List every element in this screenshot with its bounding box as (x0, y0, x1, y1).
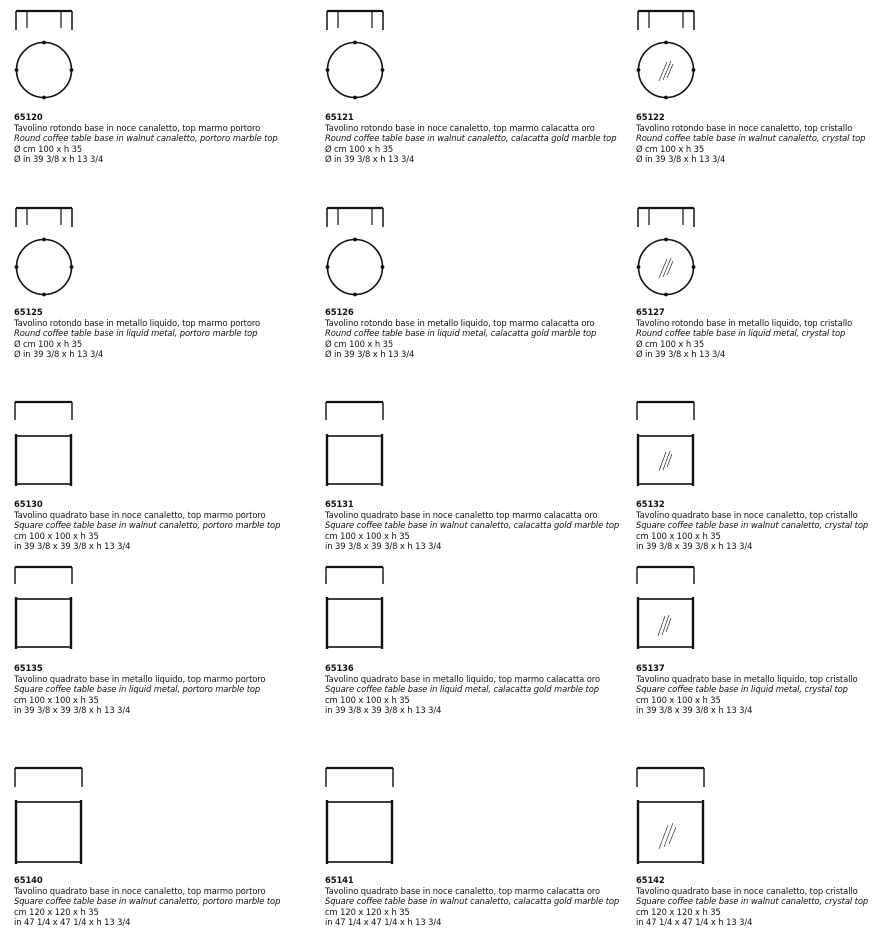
dimensions-cm: Ø cm 100 x h 35 (14, 143, 83, 154)
dimensions-inches: in 47 1/4 x 47 1/4 x h 13 3/4 (325, 917, 442, 928)
square-table-drawing-large (14, 767, 94, 872)
description-english: Square coffee table base in liquid metal, crystal top (636, 684, 848, 695)
product-card-65130 (14, 401, 281, 552)
product-code: 65130 (14, 499, 43, 509)
product-code: 65131 (325, 499, 354, 509)
product-code: 65126 (325, 307, 354, 317)
dimensions-inches: Ø in 39 3/8 x h 13 3/4 (325, 154, 415, 165)
description-italian: Tavolino rotondo base in noce canaletto, top marmo calacatta oro (325, 122, 595, 133)
dimensions-cm: cm 100 x 100 x h 35 (636, 694, 721, 705)
dimensions-cm: Ø cm 100 x h 35 (636, 338, 705, 349)
product-caption (636, 307, 852, 360)
dimensions-inches: in 39 3/8 x 39 3/8 x h 13 3/4 (14, 541, 131, 552)
product-card-65121 (325, 10, 617, 165)
dimensions-cm: cm 120 x 120 x h 35 (14, 906, 99, 917)
product-code: 65127 (636, 307, 665, 317)
dimensions-cm: Ø cm 100 x h 35 (325, 338, 394, 349)
product-code: 65121 (325, 112, 354, 122)
description-english: Square coffee table base in walnut canaletto, calacatta gold marble top (325, 896, 620, 907)
product-code: 65137 (636, 663, 665, 673)
description-english: Square coffee table base in walnut canaletto, crystal top (636, 896, 869, 907)
product-code: 65120 (14, 112, 43, 122)
description-english: Square coffee table base in walnut canaletto, portoro marble top (14, 896, 281, 907)
dimensions-cm: cm 100 x 100 x h 35 (636, 530, 721, 541)
dimensions-cm: cm 100 x 100 x h 35 (325, 530, 410, 541)
product-code: 65136 (325, 663, 354, 673)
square-table-drawing (14, 566, 84, 656)
description-english: Round coffee table base in walnut canaletto, crystal top (636, 133, 866, 144)
product-caption (325, 875, 619, 928)
round-table-drawing-glass (636, 207, 706, 301)
round-table-drawing-glass (636, 10, 706, 104)
round-table-drawing (14, 207, 84, 301)
product-card-65131 (325, 401, 620, 552)
product-card-65127 (636, 207, 890, 360)
product-caption (636, 663, 858, 716)
description-english: Round coffee table base in liquid metal, portoro marble top (14, 328, 258, 339)
product-caption (14, 499, 280, 552)
product-code: 65122 (636, 112, 665, 122)
dimensions-inches: Ø in 39 3/8 x h 13 3/4 (14, 349, 104, 360)
dimensions-inches: in 47 1/4 x 47 1/4 x h 13 3/4 (636, 917, 753, 928)
product-card-65142 (636, 767, 890, 928)
product-code: 65141 (325, 875, 354, 885)
dimensions-inches: Ø in 39 3/8 x h 13 3/4 (325, 349, 415, 360)
round-table-drawing (325, 207, 395, 301)
product-caption (325, 112, 616, 165)
description-italian: Tavolino quadrato base in noce canaletto, top cristallo (636, 509, 858, 520)
product-code: 65132 (636, 499, 665, 509)
dimensions-inches: Ø in 39 3/8 x h 13 3/4 (636, 349, 726, 360)
description-english: Square coffee table base in liquid metal, calacatta gold marble top (325, 684, 599, 695)
description-english: Round coffee table base in walnut canaletto, portoro marble top (14, 133, 278, 144)
product-caption (636, 112, 865, 165)
description-english: Square coffee table base in walnut canaletto, calacatta gold marble top (325, 520, 620, 531)
dimensions-inches: Ø in 39 3/8 x h 13 3/4 (636, 154, 726, 165)
product-code: 65135 (14, 663, 43, 673)
product-card-65136 (325, 566, 600, 716)
product-card-65135 (14, 566, 274, 716)
description-italian: Tavolino quadrato base in metallo liquido, top marmo portoro (14, 673, 266, 684)
dimensions-cm: cm 100 x 100 x h 35 (325, 694, 410, 705)
product-caption (14, 875, 280, 928)
product-card-65141 (325, 767, 620, 928)
product-caption (636, 499, 868, 552)
dimensions-cm: Ø cm 100 x h 35 (14, 338, 83, 349)
description-italian: Tavolino rotondo base in metallo liquido, top cristallo (636, 317, 853, 328)
dimensions-inches: in 39 3/8 x 39 3/8 x h 13 3/4 (325, 705, 442, 716)
description-italian: Tavolino quadrato base in noce canaletto, top marmo calacatta oro (325, 885, 601, 896)
dimensions-inches: in 39 3/8 x 39 3/8 x h 13 3/4 (325, 541, 442, 552)
product-card-65125 (14, 207, 274, 360)
description-italian: Tavolino quadrato base in noce canaletto, top cristallo (636, 885, 858, 896)
description-english: Round coffee table base in liquid metal, crystal top (636, 328, 846, 339)
description-italian: Tavolino rotondo base in noce canaletto, top marmo portoro (14, 122, 261, 133)
product-card-65126 (325, 207, 597, 360)
square-table-drawing (325, 566, 395, 656)
description-italian: Tavolino quadrato base in metallo liquido, top cristallo (636, 673, 858, 684)
dimensions-cm: cm 100 x 100 x h 35 (14, 530, 99, 541)
description-english: Square coffee table base in walnut canaletto, portoro marble top (14, 520, 281, 531)
product-caption (325, 307, 596, 360)
dimensions-inches: in 39 3/8 x 39 3/8 x h 13 3/4 (636, 705, 753, 716)
product-code: 65125 (14, 307, 43, 317)
square-table-drawing-glass (636, 566, 706, 656)
dimensions-cm: cm 100 x 100 x h 35 (14, 694, 99, 705)
dimensions-cm: cm 120 x 120 x h 35 (325, 906, 410, 917)
description-italian: Tavolino rotondo base in noce canaletto, top cristallo (636, 122, 853, 133)
square-table-drawing (14, 401, 84, 491)
product-card-65137 (636, 566, 890, 716)
dimensions-cm: Ø cm 100 x h 35 (636, 143, 705, 154)
description-italian: Tavolino rotondo base in metallo liquido, top marmo portoro (14, 317, 261, 328)
description-italian: Tavolino rotondo base in metallo liquido, top marmo calacatta oro (325, 317, 595, 328)
product-card-65132 (636, 401, 890, 552)
description-english: Round coffee table base in liquid metal, calacatta gold marble top (325, 328, 597, 339)
product-caption (325, 663, 600, 716)
product-caption (14, 307, 260, 360)
product-card-65140 (14, 767, 281, 928)
square-table-drawing-large-glass (636, 767, 716, 872)
description-italian: Tavolino quadrato base in noce canaletto, top marmo portoro (14, 509, 266, 520)
description-english: Square coffee table base in liquid metal, portoro marble top (14, 684, 261, 695)
product-caption (325, 499, 619, 552)
product-caption (14, 112, 278, 165)
round-table-drawing (325, 10, 395, 104)
dimensions-inches: in 47 1/4 x 47 1/4 x h 13 3/4 (14, 917, 131, 928)
square-table-drawing-glass (636, 401, 706, 491)
description-english: Round coffee table base in walnut canaletto, calacatta gold marble top (325, 133, 617, 144)
dimensions-cm: Ø cm 100 x h 35 (325, 143, 394, 154)
description-italian: Tavolino quadrato base in noce canaletto, top marmo portoro (14, 885, 266, 896)
product-caption (636, 875, 868, 928)
dimensions-cm: cm 120 x 120 x h 35 (636, 906, 721, 917)
description-italian: Tavolino quadrato base in noce canaletto top marmo calacatta oro (325, 509, 598, 520)
product-caption (14, 663, 265, 716)
dimensions-inches: in 39 3/8 x 39 3/8 x h 13 3/4 (14, 705, 131, 716)
dimensions-inches: Ø in 39 3/8 x h 13 3/4 (14, 154, 104, 165)
product-card-65122 (636, 10, 890, 165)
product-card-65120 (14, 10, 278, 165)
square-table-drawing-large (325, 767, 405, 872)
product-code: 65142 (636, 875, 665, 885)
round-table-drawing (14, 10, 84, 104)
dimensions-inches: in 39 3/8 x 39 3/8 x h 13 3/4 (636, 541, 753, 552)
description-italian: Tavolino quadrato base in metallo liquido, top marmo calacatta oro (325, 673, 600, 684)
product-code: 65140 (14, 875, 43, 885)
description-english: Square coffee table base in walnut canaletto, crystal top (636, 520, 869, 531)
square-table-drawing (325, 401, 395, 491)
